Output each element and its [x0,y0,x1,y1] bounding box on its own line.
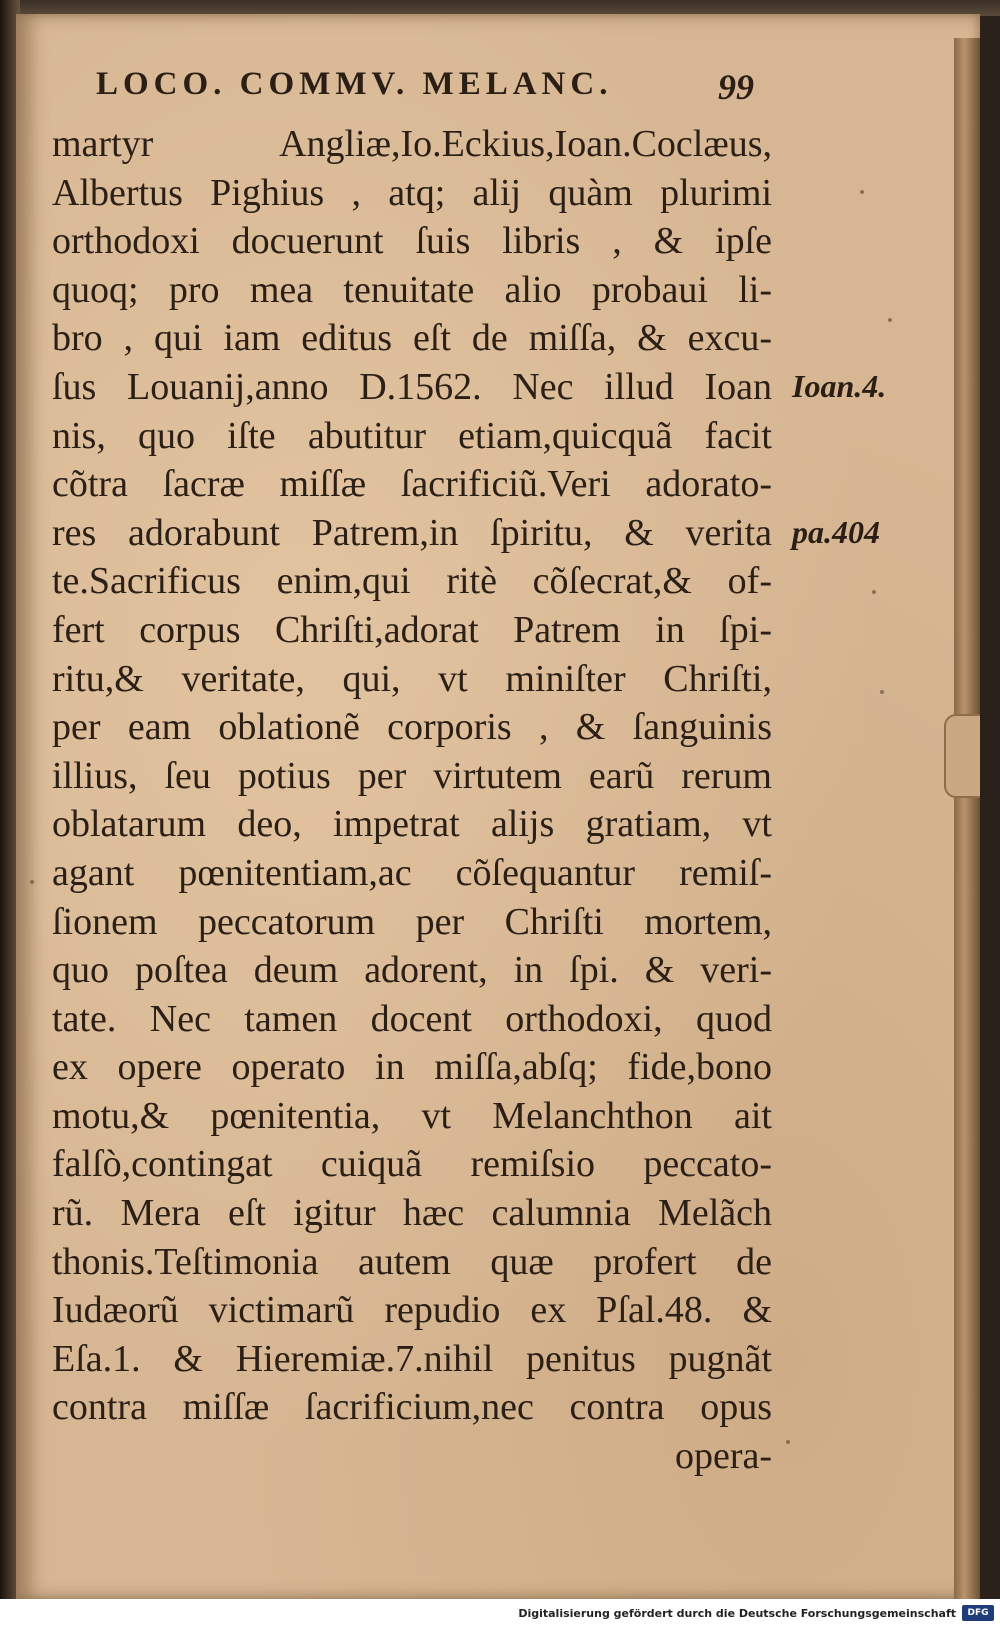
margin-note-page-ref: pa.404 [792,514,880,550]
text-line: ſus Louanij,anno D.1562. Nec illud Ioan [52,365,772,408]
text-line: thonis.Teſtimonia autem quæ profert de [52,1240,772,1283]
text-line: rũ. Mera eſt igitur hæc calumnia Melãch [52,1192,772,1235]
ink-speck [30,880,34,884]
ink-speck [880,690,884,694]
text-line: contra miſſæ ſacrificium,nec contra opus [52,1386,772,1429]
text-line: ex opere operato in miſſa,abſq; fide,bono [52,1046,772,1089]
ink-speck [872,590,876,594]
page-number: 99 [718,67,754,107]
text-line: fert corpus Chriſti,adorat Patrem in ſpi- [52,608,772,651]
text-line: motu,& pœnitentia, vt Melanchthon ait [52,1094,772,1137]
text-line: orthodoxi docuerunt ſuis libris , & ipſe [52,220,772,263]
text-line: oblatarum deo, impetrat alijs gratiam, vt [52,803,772,846]
text-line: martyr Angliæ,Io.Eckius,Ioan.Coclæus, [52,123,772,165]
text-line: per eam oblationẽ corporis , & ſanguinis [52,706,772,749]
text-line: illius, ſeu potius per virtutem earũ rerum [52,754,772,797]
text-line: tate. Nec tamen docent orthodoxi, quod [52,997,772,1040]
text-line: agant pœnitentiam,ac cõſequantur remiſ- [52,851,772,894]
page-fore-edge [954,38,980,1613]
text-line: res adorabunt Patrem,in ſpiritu, & verita [52,511,772,554]
text-line: falſò,contingat cuiquã remiſsio peccato- [52,1143,772,1186]
margin-note-ioan: Ioan.4. [792,368,887,404]
text-line: nis, quo iſte abutitur etiam,quicquã facit [52,414,772,457]
ink-speck [888,318,892,322]
text-line: te.Sacrificus enim,qui ritè cõſecrat,& of- [52,560,772,603]
text-line: cõtra ſacræ miſſæ ſacrificiũ.Veri adorato- [52,463,772,506]
text-line: Albertus Pighius , atq; alij quàm plurimi [52,171,772,214]
ink-speck [860,190,864,194]
ink-speck [786,1440,790,1444]
page-clasp-tab [944,714,980,798]
running-title: LOCO. COMMV. MELANC. [96,66,613,102]
text-line: quo poſtea deum adorent, in ſpi. & veri- [52,949,772,992]
text-line: Eſa.1. & Hieremiæ.7.nihil penitus pugnãt [52,1337,772,1380]
text-line: ſionem peccatorum per Chriſti mortem, [52,900,772,943]
catchword: opera- [674,1435,772,1478]
text-line: Iudæorũ victimarũ repudio ex Pſal.48. & [52,1289,772,1332]
digitization-footer [0,1599,1000,1629]
text-line: quoq; pro mea tenuitate alio probaui li- [52,268,772,311]
dfg-logo: DFG [962,1605,994,1621]
text-line: bro , qui iam editus eſt de miſſa, & excu- [52,317,772,360]
funding-credit: Digitalisierung gefördert durch die Deutsche Forschungsgemeinschaft [518,1607,956,1620]
body-text [52,120,772,1481]
text-line: ritu,& veritate, qui, vt miniſter Chriſti, [52,657,772,700]
